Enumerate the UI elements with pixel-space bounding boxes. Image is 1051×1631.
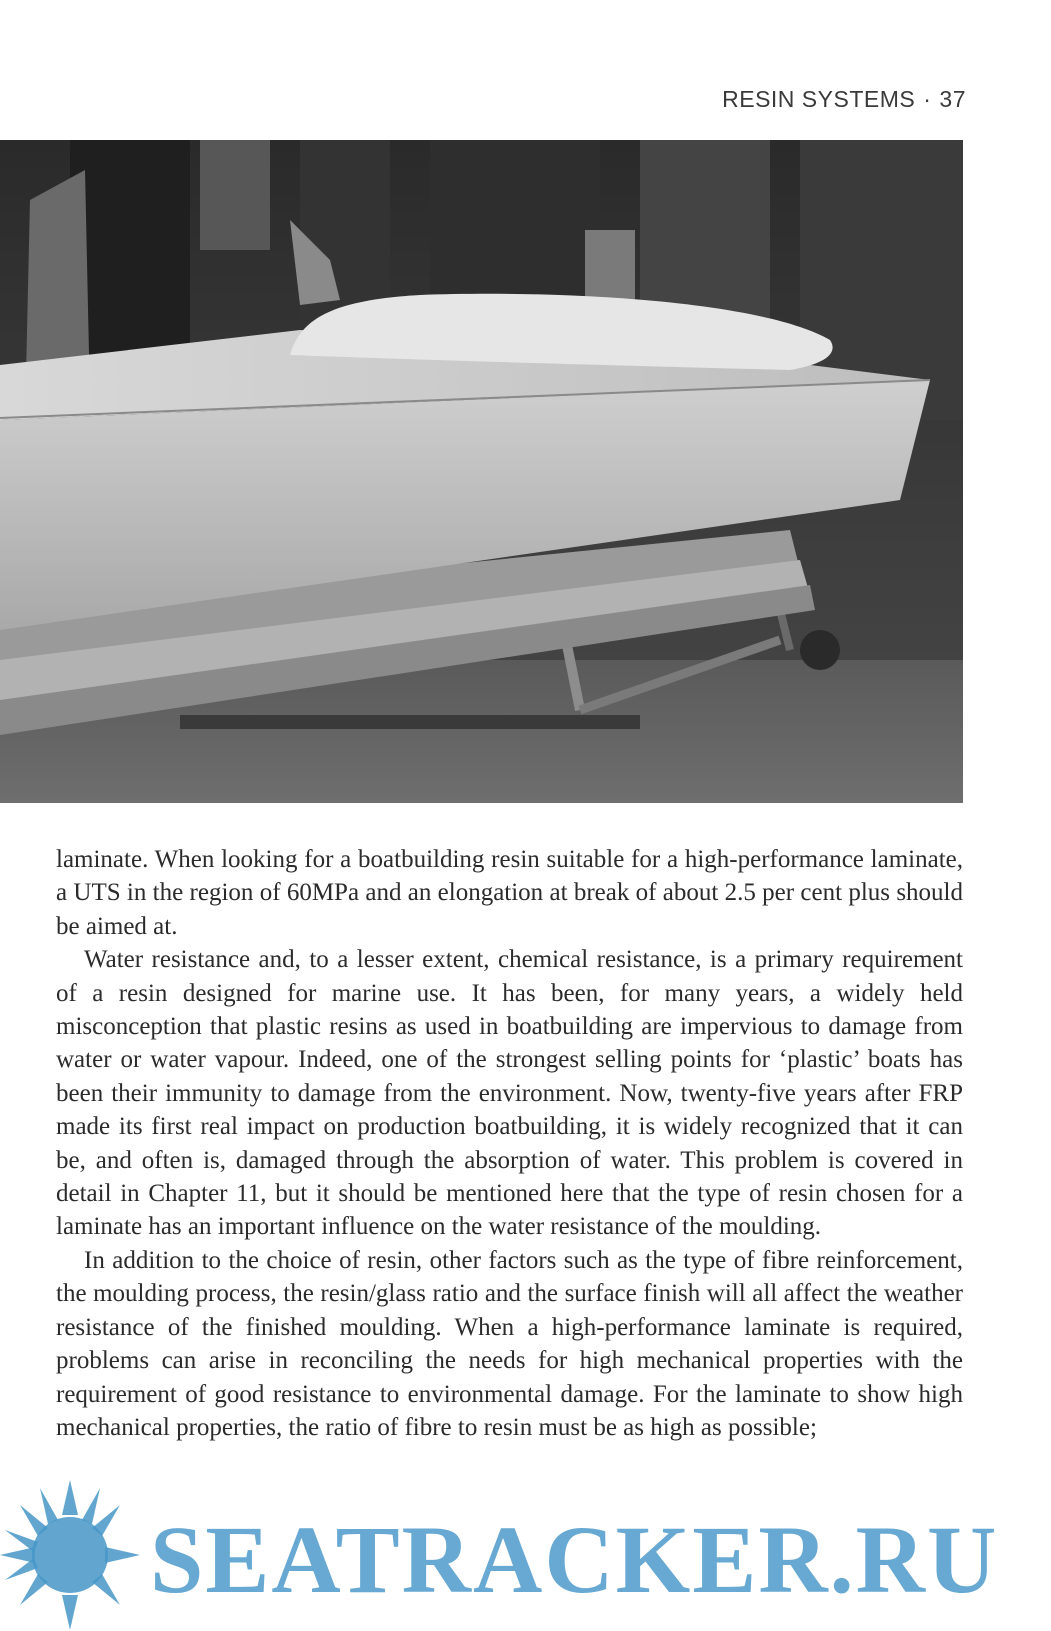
watermark-text: SEATRACKER.RU xyxy=(150,1506,999,1613)
watermark xyxy=(0,1470,1051,1631)
paragraph-1: laminate. When looking for a boatbuilding resin suitable for a high-performance laminate, a UTS in the region of 60MPa and an elongation at break of about 2.5 per cent plus should be aimed at. xyxy=(56,846,963,940)
paragraph-2: Water resistance and, to a lesser extent, chemical resistance, is a primary requirement of a resin designed for marine use. It has been, for many years, a widely held misconception that plastic resins as used in boatbuilding are impervious to damage from water or water vapour. Indeed, one of the strongest selling points for ‘plastic’ boats has been their immunity to damage from the environment. Now, twenty-five years after FRP made its first real impact on production boatbuilding, it is widely recognized that it can be, and often is, damaged through the absorption of water. This problem is covered in detail in Chapter 11, but it should be mentioned here that the type of resin chosen for a laminate has an important influence on the water resistance of the moulding. xyxy=(56,946,963,1241)
body-text xyxy=(56,843,963,1444)
running-head xyxy=(722,86,966,113)
sun-logo-icon xyxy=(0,1470,180,1631)
boat-hull-photo xyxy=(0,140,963,803)
paragraph-3: In addition to the choice of resin, other factors such as the type of fibre reinforcement, the moulding process, the resin/glass ratio and the surface finish will all affect the weather resistance of the finished moulding. When a high-performance laminate is required, problems can arise in reconciling the needs for high mechanical properties with the requirement of good resistance to environmental damage. For the laminate to show high mechanical properties, the ratio of fibre to resin must be as high as possible; xyxy=(56,1246,963,1441)
section-title: RESIN SYSTEMS xyxy=(722,86,916,112)
boat-hull-illustration xyxy=(0,140,963,803)
page-number: 37 xyxy=(939,86,966,112)
header-separator: · xyxy=(923,86,932,112)
